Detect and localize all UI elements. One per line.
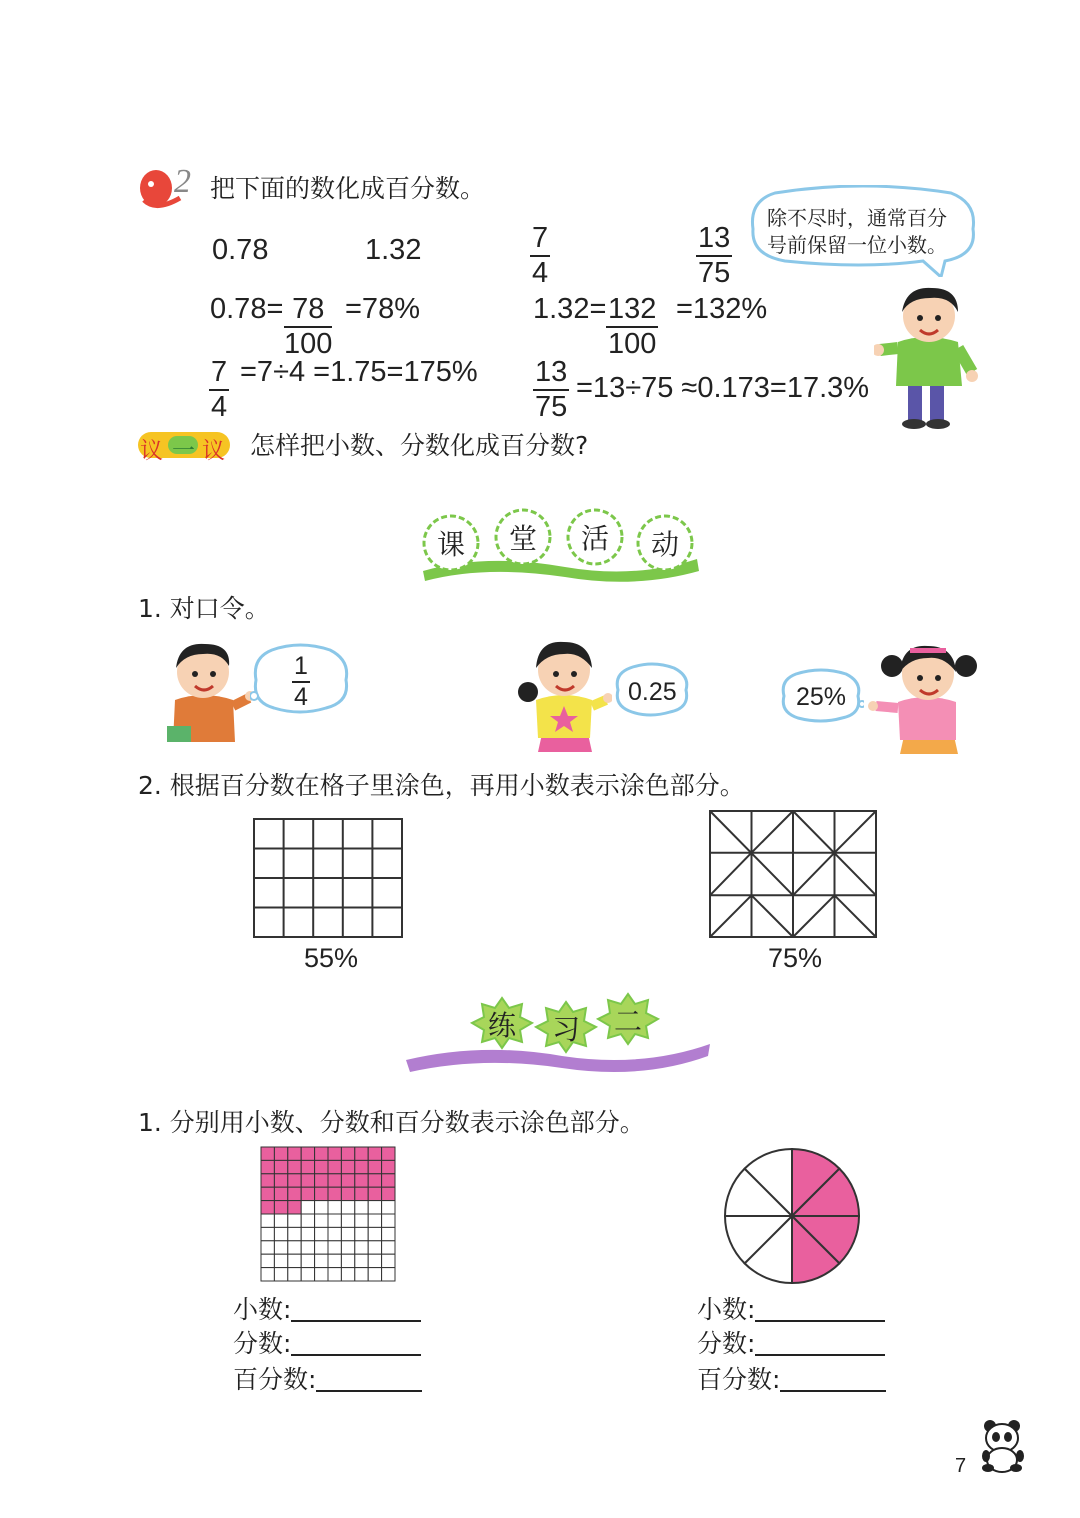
- empty-cell: [261, 1254, 274, 1267]
- bubble-decimal: 0.25: [612, 662, 690, 718]
- circle-eighths: [722, 1146, 862, 1286]
- shaded-cell: [328, 1147, 341, 1160]
- shaded-cell: [341, 1187, 354, 1200]
- item-d-fraction: $\frac{13}{75}$: [698, 222, 731, 289]
- boy-with-book-illustration: [163, 636, 253, 746]
- empty-cell: [274, 1268, 287, 1281]
- empty-cell: [315, 1268, 328, 1281]
- empty-cell: [261, 1268, 274, 1281]
- empty-cell: [368, 1214, 381, 1227]
- shaded-cell: [288, 1160, 301, 1173]
- discuss-badge: 议 一 议: [138, 430, 230, 462]
- empty-cell: [328, 1268, 341, 1281]
- left-percent-blank[interactable]: [316, 1366, 422, 1392]
- shaded-cell: [368, 1147, 381, 1160]
- shaded-cell: [261, 1174, 274, 1187]
- empty-cell: [288, 1227, 301, 1240]
- shaded-cell: [261, 1201, 274, 1214]
- empty-cell: [382, 1227, 395, 1240]
- empty-cell: [341, 1268, 354, 1281]
- shaded-cell: [315, 1187, 328, 1200]
- example-number-icon: [136, 160, 206, 212]
- shaded-cell: [315, 1147, 328, 1160]
- empty-cell: [301, 1214, 314, 1227]
- empty-cell: [301, 1201, 314, 1214]
- shaded-cell: [274, 1187, 287, 1200]
- shaded-cell: [328, 1174, 341, 1187]
- boy-pointing-illustration: [874, 282, 986, 430]
- empty-cell: [288, 1214, 301, 1227]
- empty-cell: [315, 1201, 328, 1214]
- shaded-cell: [288, 1201, 301, 1214]
- empty-cell: [288, 1254, 301, 1267]
- tip-text: 除不尽时，通常百分号前保留一位小数。: [767, 206, 947, 257]
- right-answer-percent: 百分数:: [697, 1366, 886, 1392]
- shaded-cell: [368, 1174, 381, 1187]
- activity-question-2: 2. 根据百分数在格子里涂色，再用小数表示涂色部分。: [138, 771, 745, 800]
- shaded-cell: [288, 1147, 301, 1160]
- empty-cell: [274, 1254, 287, 1267]
- empty-cell: [382, 1241, 395, 1254]
- empty-cell: [341, 1241, 354, 1254]
- item-b: 1.32: [365, 234, 422, 266]
- shaded-cell: [274, 1201, 287, 1214]
- exercise-banner: 练 习 二: [402, 990, 714, 1080]
- empty-cell: [261, 1241, 274, 1254]
- empty-cell: [355, 1241, 368, 1254]
- empty-cell: [341, 1214, 354, 1227]
- bubble-fraction: $\frac{1}{4}$: [250, 642, 350, 716]
- empty-cell: [341, 1201, 354, 1214]
- shaded-cell: [274, 1174, 287, 1187]
- empty-cell: [261, 1214, 274, 1227]
- empty-cell: [288, 1268, 301, 1281]
- shaded-cell: [261, 1160, 274, 1173]
- empty-cell: [328, 1214, 341, 1227]
- shaded-cell: [382, 1174, 395, 1187]
- line1-a-fraction: $\frac{78}{100}$: [284, 293, 333, 360]
- empty-cell: [315, 1214, 328, 1227]
- empty-cell: [301, 1227, 314, 1240]
- line2-d-fraction: $\frac{13}{75}$: [535, 356, 568, 423]
- shaded-cell: [382, 1187, 395, 1200]
- shaded-cell: [355, 1160, 368, 1173]
- item-a: 0.78: [212, 234, 269, 266]
- item-c-fraction: $\frac{7}{4}$: [532, 222, 549, 289]
- page-number: 7: [955, 1455, 967, 1477]
- shaded-cell: [301, 1147, 314, 1160]
- empty-cell: [355, 1227, 368, 1240]
- line1-a-prefix: 0.78=: [210, 293, 284, 325]
- shaded-cell: [274, 1147, 287, 1160]
- shaded-cell: [328, 1160, 341, 1173]
- empty-cell: [355, 1214, 368, 1227]
- activity-banner: 课 堂 活 动: [415, 505, 705, 585]
- shaded-cell: [355, 1174, 368, 1187]
- right-fraction-blank[interactable]: [755, 1330, 885, 1356]
- shaded-cell: [355, 1147, 368, 1160]
- panda-icon: [978, 1418, 1028, 1476]
- grid-triangles[interactable]: [709, 810, 877, 938]
- left-answer-decimal: 小数:: [233, 1296, 421, 1322]
- grid-label-75: 75%: [768, 943, 823, 973]
- girl-pink-illustration: [866, 636, 978, 758]
- left-answer-fraction: 分数:: [233, 1330, 421, 1356]
- activity-question-1: 1. 对口令。: [138, 594, 270, 623]
- empty-cell: [341, 1227, 354, 1240]
- shaded-cell: [368, 1187, 381, 1200]
- empty-cell: [274, 1214, 287, 1227]
- shaded-cell: [301, 1160, 314, 1173]
- shaded-cell: [341, 1160, 354, 1173]
- empty-cell: [368, 1201, 381, 1214]
- shaded-cell: [301, 1174, 314, 1187]
- empty-cell: [301, 1254, 314, 1267]
- empty-cell: [341, 1254, 354, 1267]
- line2-c-calc: =7÷4 =1.75=175%: [240, 356, 478, 388]
- shaded-cell: [315, 1174, 328, 1187]
- right-answer-decimal: 小数:: [697, 1296, 885, 1322]
- empty-cell: [382, 1201, 395, 1214]
- shaded-cell: [382, 1160, 395, 1173]
- grid-label-55: 55%: [304, 943, 359, 973]
- empty-cell: [368, 1227, 381, 1240]
- empty-cell: [315, 1241, 328, 1254]
- empty-cell: [368, 1254, 381, 1267]
- shaded-cell: [274, 1160, 287, 1173]
- empty-cell: [368, 1241, 381, 1254]
- shaded-cell: [288, 1187, 301, 1200]
- line2-c-fraction: $\frac{7}{4}$: [211, 356, 228, 423]
- empty-cell: [368, 1268, 381, 1281]
- empty-cell: [315, 1227, 328, 1240]
- line1-b-fraction: $\frac{132}{100}$: [608, 293, 657, 360]
- grid-5x4[interactable]: [253, 818, 403, 938]
- shaded-cell: [355, 1187, 368, 1200]
- empty-cell: [261, 1227, 274, 1240]
- shaded-cell: [301, 1187, 314, 1200]
- empty-cell: [355, 1201, 368, 1214]
- empty-cell: [328, 1227, 341, 1240]
- shaded-cell: [382, 1147, 395, 1160]
- line2-d-calc: =13÷75 ≈0.173=17.3%: [576, 372, 870, 404]
- left-fraction-blank[interactable]: [291, 1330, 421, 1356]
- discuss-question: 怎样把小数、分数化成百分数?: [250, 431, 589, 460]
- shaded-cell: [288, 1174, 301, 1187]
- girl-yellow-illustration: [516, 634, 612, 756]
- svg-text:2: 2: [174, 163, 191, 200]
- empty-cell: [315, 1254, 328, 1267]
- empty-cell: [382, 1268, 395, 1281]
- line1-a-result: =78%: [345, 293, 420, 325]
- shaded-cell: [341, 1147, 354, 1160]
- shaded-cell: [261, 1147, 274, 1160]
- shaded-cell: [261, 1187, 274, 1200]
- line1-b-prefix: 1.32=: [533, 293, 607, 325]
- empty-cell: [301, 1241, 314, 1254]
- right-decimal-blank[interactable]: [755, 1296, 885, 1322]
- example-instruction: 把下面的数化成百分数。: [210, 174, 486, 203]
- exercise-question-1: 1. 分别用小数、分数和百分数表示涂色部分。: [138, 1108, 645, 1137]
- empty-cell: [355, 1268, 368, 1281]
- shaded-cell: [328, 1187, 341, 1200]
- shaded-cell: [315, 1160, 328, 1173]
- right-percent-blank[interactable]: [780, 1366, 886, 1392]
- empty-cell: [355, 1254, 368, 1267]
- bubble-percent: 25%: [778, 668, 864, 724]
- empty-cell: [382, 1214, 395, 1227]
- empty-cell: [328, 1201, 341, 1214]
- tip-bubble: [745, 185, 980, 277]
- empty-cell: [328, 1254, 341, 1267]
- line1-b-result: =132%: [676, 293, 768, 325]
- empty-cell: [274, 1241, 287, 1254]
- empty-cell: [328, 1241, 341, 1254]
- left-decimal-blank[interactable]: [291, 1296, 421, 1322]
- empty-cell: [288, 1241, 301, 1254]
- hundred-grid: [260, 1146, 396, 1282]
- shaded-cell: [368, 1160, 381, 1173]
- left-answer-percent: 百分数:: [233, 1366, 422, 1392]
- empty-cell: [382, 1254, 395, 1267]
- empty-cell: [301, 1268, 314, 1281]
- right-answer-fraction: 分数:: [697, 1330, 885, 1356]
- empty-cell: [274, 1227, 287, 1240]
- shaded-cell: [341, 1174, 354, 1187]
